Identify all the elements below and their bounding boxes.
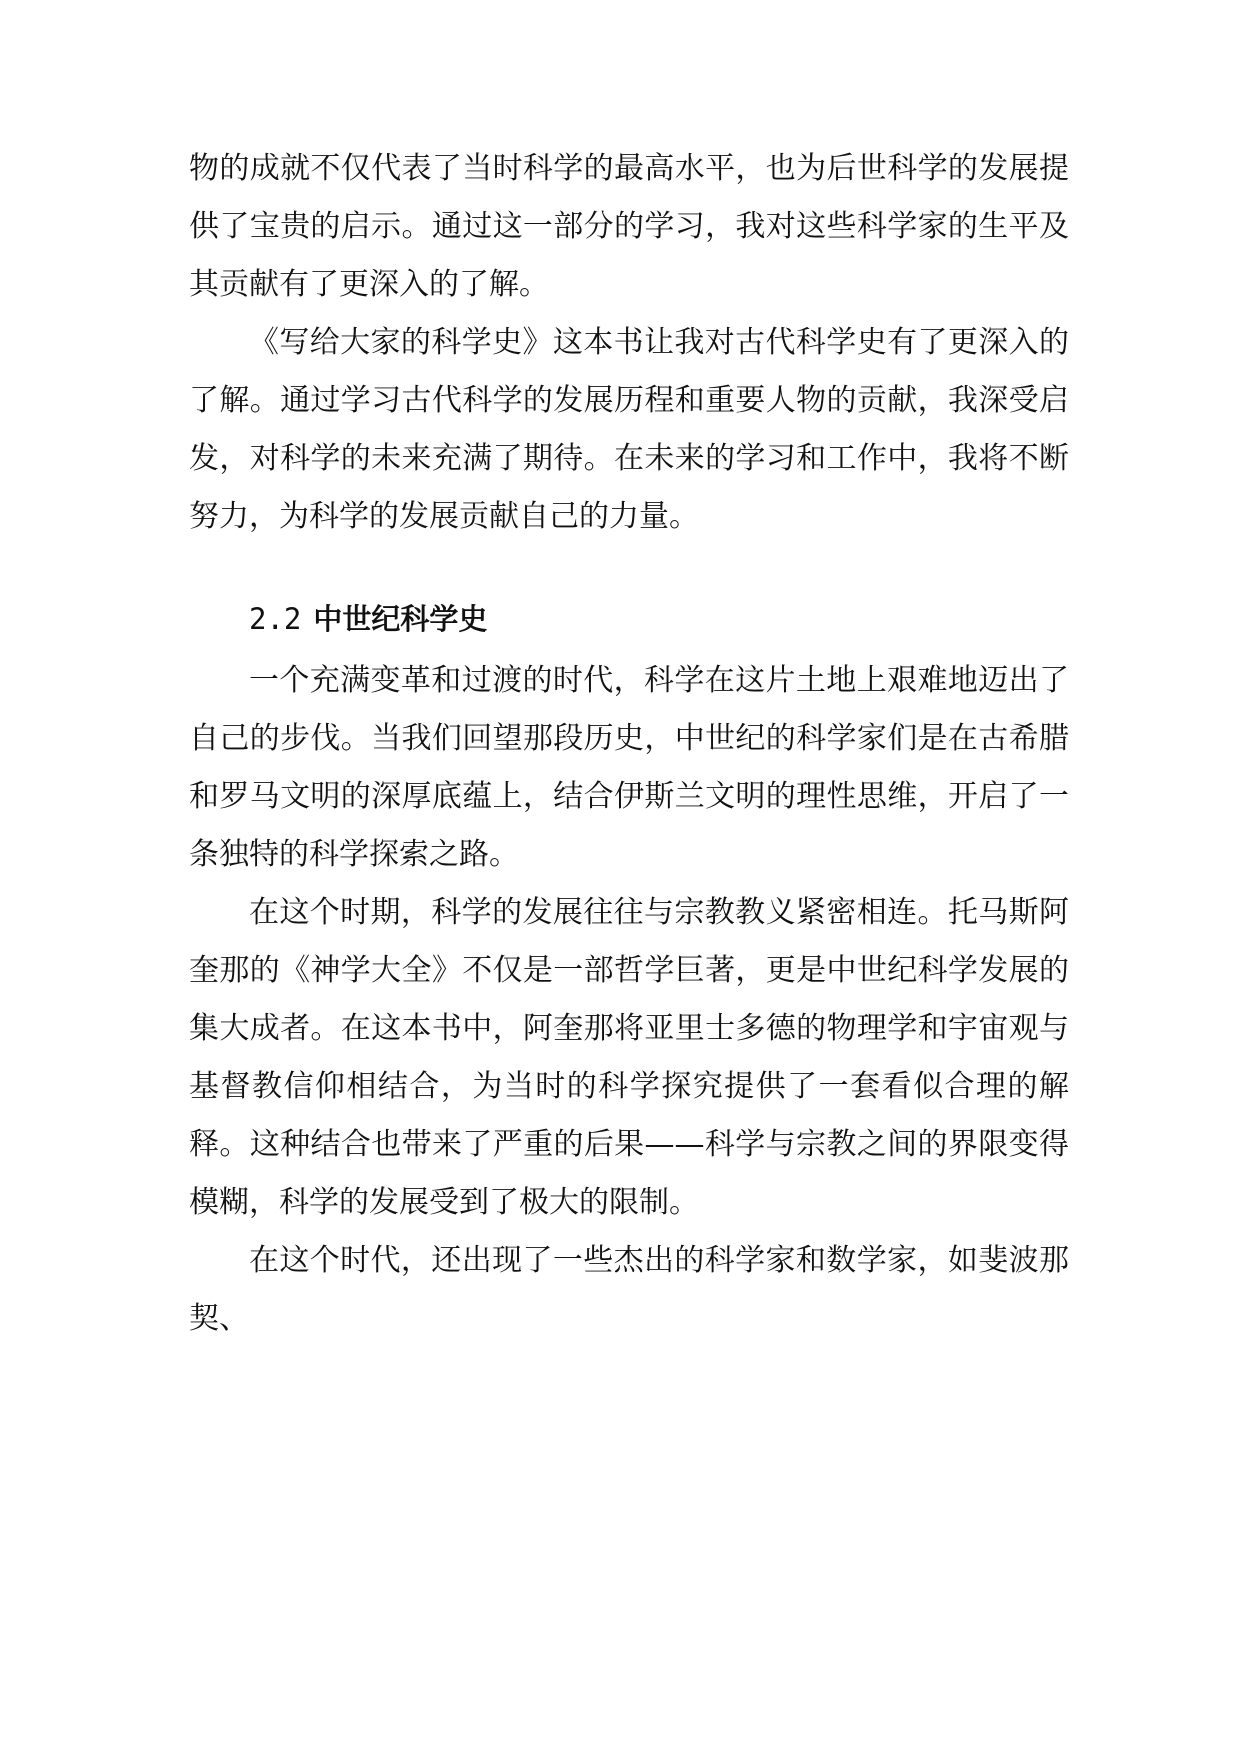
paragraph-2: 《写给大家的科学史》这本书让我对古代科学史有了更深入的了解。通过学习古代科学的发展历程和重要人物的贡献，我深受启发，对科学的未来充满了期待。在未来的学习和工作中，我将不断努力，为科学的发展贡献自己的力量。 <box>189 325 1069 534</box>
section-title: 中世纪科学史 <box>313 602 488 636</box>
paragraph-4: 在这个时期，科学的发展往往与宗教教义紧密相连。托马斯阿奎那的《神学大全》不仅是一部哲学巨著，更是中世纪科学发展的集大成者。在这本书中，阿奎那将亚里士多德的物理学和宇宙观与基督教信仰相结合，为当时的科学探究提供了一套看似合理的解释。这种结合也带来了严重的后果——科学与宗教之间的界限变得模糊，科学的发展受到了极大的限制。 <box>189 895 1069 1220</box>
paragraph-5: 在这个时代，还出现了一些杰出的科学家和数学家，如斐波那契、 <box>189 1243 1069 1336</box>
paragraph-1: 物的成就不仅代表了当时科学的最高水平，也为后世科学的发展提供了宝贵的启示。通过这一部分的学习，我对这些科学家的生平及其贡献有了更深入的了解。 <box>189 151 1069 302</box>
text-column <box>189 140 1069 1348</box>
section-number: 2.2 <box>249 602 302 636</box>
paragraph-3: 一个充满变革和过渡的时代，科学在这片土地上艰难地迈出了自己的步伐。当我们回望那段历史，中世纪的科学家们是在古希腊和罗马文明的深厚底蕴上，结合伊斯兰文明的理性思维，开启了一条独特的科学探索之路。 <box>189 663 1069 872</box>
section-heading <box>189 590 1069 648</box>
